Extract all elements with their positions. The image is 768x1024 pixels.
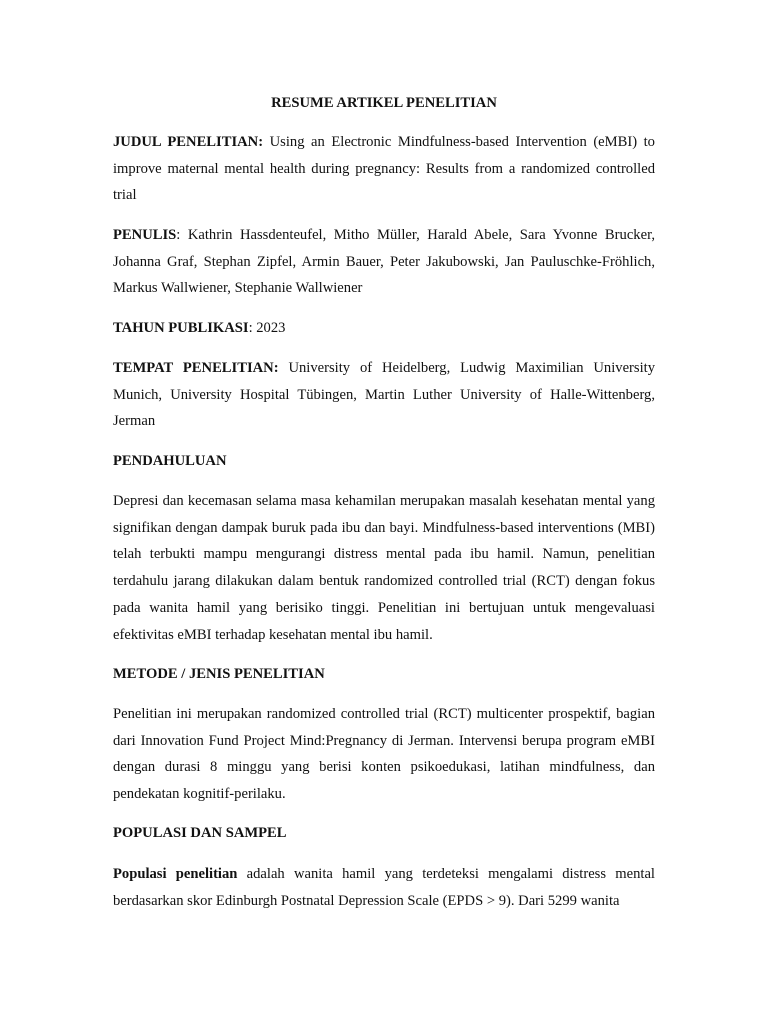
pendahuluan-paragraph: Depresi dan kecemasan selama masa kehamilan merupakan masalah kesehatan mental yang signifikan dengan dampak buruk pada ibu dan bayi. Mindfulness-based interventions (MBI) telah terbukti mampu mengurangi distress mental pada ibu hamil. Namun, penelitian terdahulu jarang dilakukan dalam bentuk randomized controlled trial (RCT) dengan fokus pada wanita hamil yang berisiko tinggi. Penelitian ini bertujuan untuk mengevaluasi efektivitas eMBI terhadap kesehatan mental ibu hamil.: [113, 493, 655, 643]
populasi-heading: POPULASI DAN SAMPEL: [113, 825, 287, 841]
metode-heading: METODE / JENIS PENELITIAN: [113, 666, 325, 682]
tempat-text: University of Heidelberg, Ludwig Maximilian University Munich, University Hospital Tübingen, Martin Luther University of Halle-Wittenberg, Jerman: [113, 360, 655, 430]
penulis-text: : Kathrin Hassdenteufel, Mitho Müller, Harald Abele, Sara Yvonne Brucker, Johanna Graf, Stephan Zipfel, Armin Bauer, Peter Jakubowski, Jan Pauluschke-Fröhlich, Markus Wallwiener, Stephanie Wallwiener: [113, 227, 655, 297]
populasi-text: adalah wanita hamil yang terdeteksi mengalami distress mental berdasarkan skor Edinburgh Postnatal Depression Scale (EPDS > 9). Dari 5299 wanita: [113, 866, 655, 909]
pendahuluan-heading: PENDAHULUAN: [113, 453, 227, 469]
tempat-paragraph: [113, 355, 655, 435]
tahun-label: TAHUN PUBLIKASI: [113, 320, 249, 336]
tahun-paragraph: [113, 315, 655, 342]
tahun-text: : 2023: [248, 320, 286, 336]
judul-label: JUDUL PENELITIAN:: [113, 134, 264, 150]
judul-paragraph: [113, 129, 655, 209]
document-title: RESUME ARTIKEL PENELITIAN: [271, 95, 497, 111]
penulis-label: PENULIS: [113, 227, 177, 243]
populasi-label: Populasi penelitian: [113, 866, 238, 882]
populasi-paragraph: [113, 861, 655, 914]
metode-paragraph: Penelitian ini merupakan randomized controlled trial (RCT) multicenter prospektif, bagian dari Innovation Fund Project Mind:Pregnancy di Jerman. Intervensi berupa program eMBI dengan durasi 8 minggu yang berisi konten psikoedukasi, latihan mindfulness, dan pendekatan kognitif-perilaku.: [113, 706, 655, 803]
judul-text: Using an Electronic Mindfulness-based Intervention (eMBI) to improve maternal mental health during pregnancy: Results from a randomized controlled trial: [113, 134, 655, 204]
tempat-label: TEMPAT PENELITIAN:: [113, 360, 279, 376]
penulis-paragraph: [113, 222, 655, 302]
